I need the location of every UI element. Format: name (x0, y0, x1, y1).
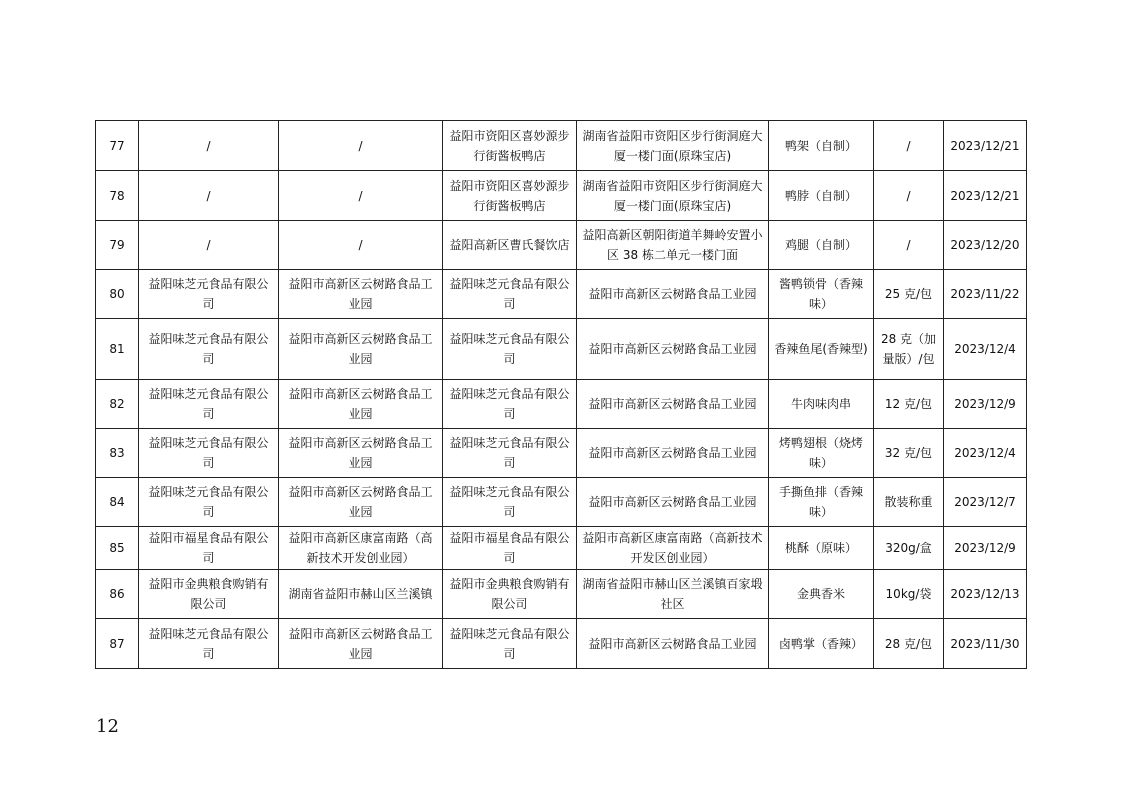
row-number-cell: 84 (96, 478, 139, 527)
seller-name-cell: 益阳市金典粮食购销有限公司 (443, 570, 577, 619)
producer-address-cell: 益阳市高新区云树路食品工业园 (279, 478, 443, 527)
specification-cell: 12 克/包 (874, 380, 944, 429)
sampling-results-table (95, 120, 1027, 669)
row-number-cell: 86 (96, 570, 139, 619)
product-name-cell: 酱鸭锁骨（香辣味） (769, 270, 874, 319)
table-row (96, 380, 1027, 429)
specification-cell: 散装称重 (874, 478, 944, 527)
specification-cell: 25 克/包 (874, 270, 944, 319)
producer-name-cell: 益阳市福星食品有限公司 (139, 527, 279, 570)
seller-name-cell: 益阳味芝元食品有限公司 (443, 270, 577, 319)
producer-name-cell: / (139, 221, 279, 270)
producer-name-cell: 益阳味芝元食品有限公司 (139, 478, 279, 527)
producer-address-cell: 湖南省益阳市赫山区兰溪镇 (279, 570, 443, 619)
specification-cell: / (874, 171, 944, 221)
production-date-cell: 2023/12/21 (944, 171, 1027, 221)
product-name-cell: 桃酥（原味） (769, 527, 874, 570)
row-number-cell: 78 (96, 171, 139, 221)
specification-cell: 28 克/包 (874, 619, 944, 669)
row-number-cell: 79 (96, 221, 139, 270)
row-number-cell: 82 (96, 380, 139, 429)
specification-cell: 28 克（加量版）/包 (874, 319, 944, 380)
table-row (96, 221, 1027, 270)
producer-address-cell: 益阳市高新区云树路食品工业园 (279, 380, 443, 429)
producer-address-cell: 益阳市高新区云树路食品工业园 (279, 619, 443, 669)
seller-address-cell: 益阳市高新区云树路食品工业园 (577, 619, 769, 669)
product-name-cell: 香辣鱼尾(香辣型) (769, 319, 874, 380)
row-number-cell: 83 (96, 429, 139, 478)
producer-address-cell: 益阳市高新区云树路食品工业园 (279, 429, 443, 478)
table-row (96, 619, 1027, 669)
production-date-cell: 2023/11/22 (944, 270, 1027, 319)
seller-address-cell: 益阳市高新区云树路食品工业园 (577, 319, 769, 380)
producer-name-cell: / (139, 121, 279, 171)
production-date-cell: 2023/12/4 (944, 429, 1027, 478)
seller-name-cell: 益阳高新区曹氏餐饮店 (443, 221, 577, 270)
table-row (96, 478, 1027, 527)
producer-address-cell: / (279, 221, 443, 270)
table-row (96, 121, 1027, 171)
producer-name-cell: 益阳味芝元食品有限公司 (139, 619, 279, 669)
production-date-cell: 2023/12/20 (944, 221, 1027, 270)
row-number-cell: 81 (96, 319, 139, 380)
producer-name-cell: / (139, 171, 279, 221)
producer-name-cell: 益阳味芝元食品有限公司 (139, 319, 279, 380)
seller-name-cell: 益阳市资阳区喜妙源步行街酱板鸭店 (443, 121, 577, 171)
table-row (96, 319, 1027, 380)
seller-address-cell: 益阳市高新区云树路食品工业园 (577, 380, 769, 429)
seller-address-cell: 湖南省益阳市资阳区步行街洞庭大厦一楼门面(原珠宝店) (577, 171, 769, 221)
seller-name-cell: 益阳味芝元食品有限公司 (443, 319, 577, 380)
seller-name-cell: 益阳市资阳区喜妙源步行街酱板鸭店 (443, 171, 577, 221)
producer-address-cell: 益阳市高新区云树路食品工业园 (279, 270, 443, 319)
seller-name-cell: 益阳市福星食品有限公司 (443, 527, 577, 570)
product-name-cell: 金典香米 (769, 570, 874, 619)
seller-address-cell: 湖南省益阳市资阳区步行街洞庭大厦一楼门面(原珠宝店) (577, 121, 769, 171)
producer-name-cell: 益阳味芝元食品有限公司 (139, 429, 279, 478)
specification-cell: 32 克/包 (874, 429, 944, 478)
production-date-cell: 2023/12/9 (944, 527, 1027, 570)
producer-address-cell: 益阳市高新区云树路食品工业园 (279, 319, 443, 380)
table-body (96, 121, 1027, 669)
seller-address-cell: 益阳高新区朝阳街道羊舞岭安置小区 38 栋二单元一楼门面 (577, 221, 769, 270)
specification-cell: / (874, 221, 944, 270)
seller-address-cell: 益阳市高新区云树路食品工业园 (577, 270, 769, 319)
table-row (96, 570, 1027, 619)
product-name-cell: 烤鸭翅根（烧烤味） (769, 429, 874, 478)
seller-address-cell: 益阳市高新区云树路食品工业园 (577, 478, 769, 527)
page-number: 12 (96, 716, 119, 737)
product-name-cell: 鸭架（自制） (769, 121, 874, 171)
production-date-cell: 2023/12/21 (944, 121, 1027, 171)
producer-name-cell: 益阳味芝元食品有限公司 (139, 380, 279, 429)
production-date-cell: 2023/11/30 (944, 619, 1027, 669)
product-name-cell: 鸡腿（自制） (769, 221, 874, 270)
table-row (96, 270, 1027, 319)
product-name-cell: 卤鸭掌（香辣） (769, 619, 874, 669)
table-row (96, 429, 1027, 478)
seller-name-cell: 益阳味芝元食品有限公司 (443, 478, 577, 527)
producer-address-cell: 益阳市高新区康富南路（高新技术开发创业园） (279, 527, 443, 570)
seller-address-cell: 湖南省益阳市赫山区兰溪镇百家塅社区 (577, 570, 769, 619)
producer-name-cell: 益阳味芝元食品有限公司 (139, 270, 279, 319)
seller-name-cell: 益阳味芝元食品有限公司 (443, 380, 577, 429)
product-name-cell: 牛肉味肉串 (769, 380, 874, 429)
seller-address-cell: 益阳市高新区云树路食品工业园 (577, 429, 769, 478)
production-date-cell: 2023/12/7 (944, 478, 1027, 527)
seller-address-cell: 益阳市高新区康富南路（高新技术开发区创业园） (577, 527, 769, 570)
specification-cell: / (874, 121, 944, 171)
table-row (96, 171, 1027, 221)
producer-address-cell: / (279, 121, 443, 171)
producer-name-cell: 益阳市金典粮食购销有限公司 (139, 570, 279, 619)
specification-cell: 320g/盒 (874, 527, 944, 570)
seller-name-cell: 益阳味芝元食品有限公司 (443, 619, 577, 669)
table-row (96, 527, 1027, 570)
product-name-cell: 鸭脖（自制） (769, 171, 874, 221)
specification-cell: 10kg/袋 (874, 570, 944, 619)
product-name-cell: 手撕鱼排（香辣味） (769, 478, 874, 527)
row-number-cell: 77 (96, 121, 139, 171)
production-date-cell: 2023/12/4 (944, 319, 1027, 380)
producer-address-cell: / (279, 171, 443, 221)
row-number-cell: 85 (96, 527, 139, 570)
production-date-cell: 2023/12/13 (944, 570, 1027, 619)
row-number-cell: 80 (96, 270, 139, 319)
row-number-cell: 87 (96, 619, 139, 669)
production-date-cell: 2023/12/9 (944, 380, 1027, 429)
seller-name-cell: 益阳味芝元食品有限公司 (443, 429, 577, 478)
